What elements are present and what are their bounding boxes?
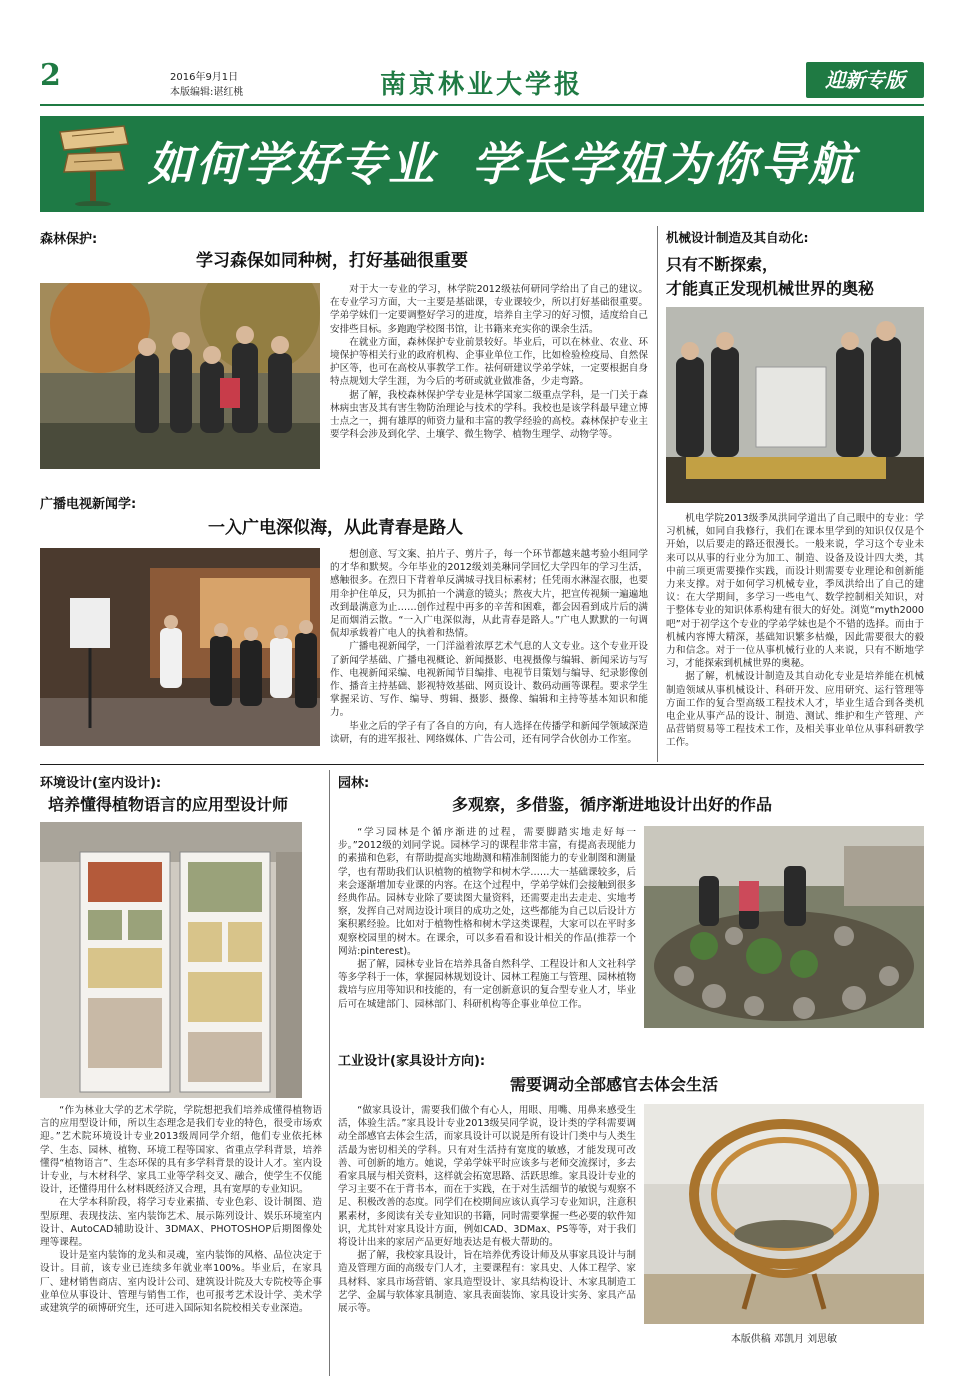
photo-garden-plot <box>644 826 924 1028</box>
paragraph: 想创意、写文案、拍片子、剪片子，每一个环节都越来越考验小组同学的才华和默契。今年毕业的2012级刘美琳同学回忆大学四年的学习生活，感触很多。在烈日下背着单反满城寻找目标素材；任凭雨水淋湿衣服，也要用伞护住单反，只为抓拍一个满意的镜头；熬夜大片，把宣传视频一遍遍地改到最满意为止……创作过程中再多的辛苦和困难，都会因看到成片后的满足而烟消云散。“一入广电深似海，从此青春是路人。”广电人默默的一句调侃却承载着广电人的执着和热情。 <box>330 549 648 640</box>
paragraph: 机电学院2013级季凤洪同学道出了自己眼中的专业：学习机械，如同自我修行，我们在课本里学到的知识仅仅是个开始，以后要走的路还很漫长。一般来说，学习这个专业未来可以从事的行业分为加工、制造、设备及设计四大类，其中前三项更需要操作实践，而设计则需要专业理论和创新能力来支撑。对于如何学习机械专业，季凤洪给出了自己的建议：在大学期间，多学习一些电气、数学控制相关知识，对于整体专业的知识体系构建有很大的好处。浏览“myth2000吧”对于初学这个专业的学弟学妹也是个不错的选择。而由于机械内容博大精深，基础知识繁多枯燥，因此需要很大的毅力和信念。对于一位从事机械行业的人来说，只有不断地学习，才能探索到机械世界的奥秘。 <box>666 513 924 670</box>
photo-forest-students <box>40 283 320 469</box>
section-label-env: 环境设计(室内设计): <box>40 776 162 791</box>
headline-broadcast: 一入广电深似海，从此青春是路人 <box>208 518 463 538</box>
headline-forest: 学习森保如同种树，打好基础很重要 <box>196 251 468 271</box>
section-label-garden: 园林: <box>338 776 370 791</box>
photo-rattan-chair <box>644 1104 924 1324</box>
edition-label: 迎新专版 <box>825 68 905 92</box>
editor-credit: 本版编辑:谌红桃 <box>170 87 244 98</box>
paragraph: 对于大一专业的学习，林学院2012级祛何研同学给出了自己的建议。在专业学习方面，大一主要是基础课，专业课较少，所以打好基础很重要。学弟学妹们一定要调整好学习的进度，培养自主学习的好习惯，适度给自己安排些目标。多跑跑学校图书馆，让书籍来充实你的课余生活。 <box>330 284 648 335</box>
signpost-illustration <box>54 122 134 206</box>
headline-mech-line1: 只有不断探索， <box>666 255 779 274</box>
article-forest <box>330 283 648 441</box>
masthead-rule <box>40 104 924 106</box>
issue-date: 2016年9月1日 <box>170 72 239 83</box>
section-label-industrial: 工业设计(家具设计方向): <box>338 1054 486 1069</box>
paper-name: 南京林业大学报 <box>380 70 584 100</box>
paragraph: 设计是室内装饰的龙头和灵魂，室内装饰的风格、品位决定于设计。目前，该专业已连续多年就业率100%。毕业后，在家具厂、建材销售商店、室内设计公司、建筑设计院及大专院校等企事业单位从事设计、管理与销售工作，也可报考艺术设计学、美术学或建筑学的硕博研究生，还可进入国际知名院校相关专业深造。 <box>40 1250 322 1315</box>
page-number: 2 <box>40 58 61 93</box>
section-label-forest: 森林保护: <box>40 232 98 247</box>
headline-banner <box>40 116 924 212</box>
column-divider <box>329 770 330 1376</box>
photo-broadcast-studio <box>40 548 320 746</box>
photo-credit: 本版供稿 邓凯月 刘思敏 <box>730 1334 838 1345</box>
section-label-broadcast: 广播电视新闻学: <box>40 497 137 512</box>
edition-badge <box>806 62 924 98</box>
paragraph: 据了解，机械设计制造及其自动化专业是培养能在机械制造领域从事机械设计、科研开发、应用研究、运行管理等方面工作的复合型高级工程技术人才，毕业生适合到各类机电企业从事产品的设计、制造、测试、维护和生产管理、产品营销贸易等工程技术工作，及相关事业单位从事科研教学工作。 <box>666 671 924 749</box>
column-divider <box>657 226 658 762</box>
banner-title: 如何学好专业 学长学姐为你导航 <box>148 137 857 191</box>
headline-mech-line2: 才能真正发现机械世界的奥秘 <box>666 279 875 298</box>
paragraph: 毕业之后的学子有了各自的方向，有人选择在传播学和新闻学领域深造读研，有的进军报社、网络媒体、广告公司，还有同学合伙创办工作室。 <box>330 720 648 745</box>
mid-rule <box>40 764 924 765</box>
headline-env: 培养懂得植物语言的应用型设计师 <box>48 795 289 814</box>
article-broadcast <box>330 548 648 746</box>
article-industrial <box>338 1104 636 1315</box>
paragraph: “作为林业大学的艺术学院，学院想把我们培养成懂得植物语言的应用型设计师，所以生态理念是我们专业的特色，很受市场欢迎。”艺术院环境设计专业2013级周同学介绍，他们专业依托林学、生态、园林、植物、环境工程等国家、省重点学科背景，培养懂得“植物语言”、生态环保的具有多学科背景的设计人才。室内设计专业，与木材科学、家具工业等学科交叉、融合，使学生不仅能设计，还懂得用什么材料既经济又合理，具有宽厚的专业知识。 <box>40 1105 322 1196</box>
paragraph: 在就业方面，森林保护专业前景较好。毕业后，可以在林业、农业、环境保护等相关行业的政府机构、企事业单位工作，比如检验检疫局、自然保护区等，也可在高校从事教学工作。祛何研建议学弟学妹，一定要根据自身特点规划大学生涯，为今后的考研或就业做准备，少走弯路。 <box>330 336 648 388</box>
photo-env-exhibition <box>40 822 302 1098</box>
paragraph: “做家具设计，需要我们做个有心人，用眼、用嘴、用鼻来感受生活，体验生活。”家具设计专业2013级吴同学说，设计类的学科需要调动全部感官去体会生活，而家具设计可以说是所有设计门类中与人类生活最为密切相关的学科。只有对生活持有宽度的敏感，才能发现可改善、可创新的地方。她说，学弟学妹平时应该多与老师交流探讨，多去看家具展与相关资料，这样就会拓宽思路、活跃思维。家具设计专业的学习主要不在于背书本，而在于实践，在于对生活细节的敏锐与观察不足、积极改善的态度。同学们在校期间应该认真学习专业知识，注意积累素材，多阅读有关专业知识的书籍，同时需要掌握一些必要的软件知识，尤其针对家具设计方面，例如CAD、3DMax、PS等等，对于我们将设计出来的家居产品更好地表达是有极大帮助的。 <box>338 1105 636 1249</box>
article-garden <box>338 826 636 1011</box>
masthead <box>40 58 924 104</box>
paragraph: 据了解，我校森林保护学专业是林学国家二级重点学科，是一门关于森林病虫害及其有害生物防治理论与技术的学科。我校也是该学科最早建立博士点之一，拥有雄厚的师资力量和丰富的教学经验的高校。森林保护专业主要学科会涉及到化学、土壤学、微生物学、植物生理学、动物学等。 <box>330 389 648 441</box>
paragraph: 据了解，园林专业旨在培养具备自然科学、工程设计和人文社科学等多学科于一体，掌握园林规划设计、园林工程施工与管理、园林植物栽培与应用等知识和技能的，有一定创新意识的复合型专业人才，毕业后可在城建部门、园林部门、科研机构等企事业单位工作。 <box>338 959 636 1010</box>
paragraph: “学习园林是个循序渐进的过程，需要脚踏实地走好每一步。”2012级的刘同学说。园林学习的课程非常丰富，有提高表现能力的素描和色彩，有帮助提高实地勘测和精准制图能力的专业制图和测量学，也有帮助我们认识植物的植物学和树木学……大一基础课较多，后来会逐渐增加专业课的内容。在这个过程中，学弟学妹们会接触到很多经典作品。园林专业除了要读图大量资料，还需要走出去走走、实地考察，发挥自己对周边设计项目的成功之处，这些都能为自己以后设计方案积累经验。比如对于植物性格和树木学这类课程，大家可以在平时多观察校园里的树木。在课余，可以多看看和设计相关的作品(推荐一个网站:pinterest)。 <box>338 827 636 957</box>
paragraph: 广播电视新闻学，一门洋溢着浓厚艺术气息的人文专业。这个专业开设了新闻学基础、广播电视概论、新闻摄影、电视摄像与编辑、新闻采访与写作、电视新闻采编、电视新闻节目编排、电视节目策划与编导、纪录影像创作、播音主持基础、影视特效基础、网页设计、数码动画等课程。要求学生掌握采访、写作、编导、剪辑、摄影、摄像、编辑和主持等基本知识和能力。 <box>330 641 648 719</box>
article-mech <box>666 512 924 750</box>
headline-garden: 多观察，多借鉴，循序渐进地设计出好的作品 <box>452 795 773 814</box>
photo-mech-robot <box>666 307 924 503</box>
section-label-mech: 机械设计制造及其自动化: <box>666 230 809 245</box>
paragraph: 据了解，我校家具设计，旨在培养优秀设计师及从事家具设计与制造及管理方面的高级专门人才，主要课程有：家具史、人体工程学、家具材料、家具市场营销、家具造型设计、家具结构设计、木家具制造工艺学、金属与软体家具制造、家具表面装饰、家具设计实务、家具产品展示等。 <box>338 1250 636 1315</box>
headline-industrial: 需要调动全部感官去体会生活 <box>510 1075 719 1094</box>
paragraph: 在大学本科阶段，将学习专业素描、专业色彩、设计制图、造型原理、表现技法、室内装饰艺术、展示陈列设计、娱乐环境室内设计、AutoCAD辅助设计、3DMAX、PHOTOSHOP后期图像处理等课程。 <box>40 1197 322 1249</box>
article-env <box>40 1104 322 1315</box>
